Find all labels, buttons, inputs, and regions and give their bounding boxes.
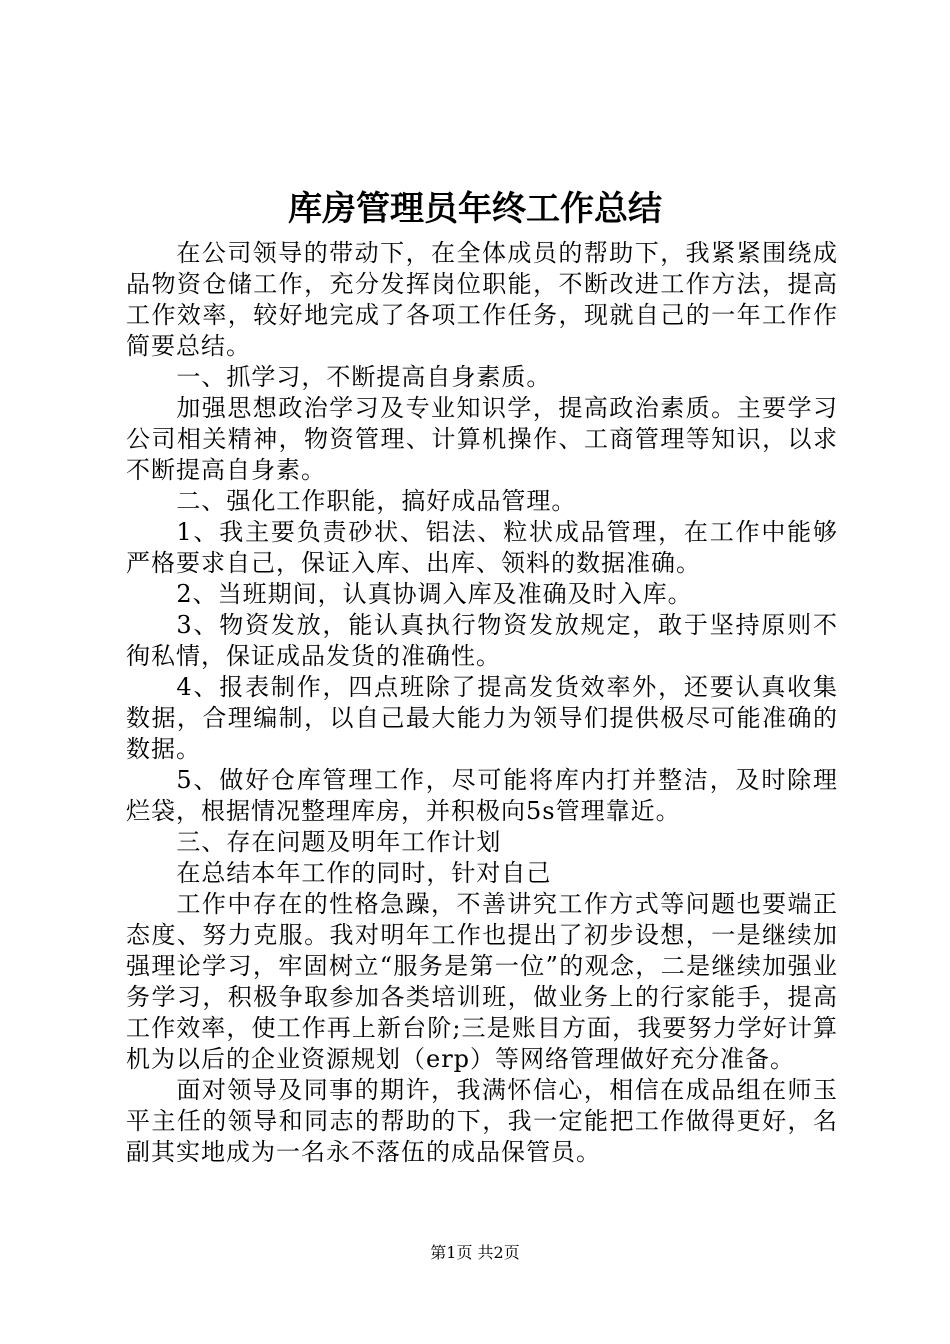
paragraph-closing: 面对领导及同事的期许，我满怀信心，相信在成品组在师玉平主任的领导和同志的帮助的下，我一定能把工作做得更好，名副其实地成为一名永不落伍的成品保管员。 [126,1076,838,1166]
section-heading-1: 一、抓学习，不断提高自身素质。 [176,363,552,391]
paragraph-intro: 在公司领导的带动下，在全体成员的帮助下，我紧紧围绕成品物资仓储工作，充分发挥岗位职能，不断改进工作方法，提高工作效率，较好地完成了各项工作任务，现就自己的一年工作作简要总结。 [126,239,838,360]
list-item-2: 2、当班期间，认真协调入库及准确及时入库。 [176,580,693,608]
paragraph-study: 加强思想政治学习及专业知识学，提高政治素质。主要学习公司相关精神，物资管理、计算机操作、工商管理等知识，以求不断提高自身素。 [126,394,838,484]
page-footer: 第1页 共2页 [430,1243,520,1262]
document-title: 库房管理员年终工作总结 [288,189,662,229]
document-body [126,238,838,1168]
section-heading-2: 二、强化工作职能，搞好成品管理。 [176,487,577,515]
paragraph-summary-lead: 在总结本年工作的同时，针对自己 [176,859,552,887]
list-item-4: 4、报表制作，四点班除了提高发货效率外，还要认真收集数据，合理编制，以自己最大能力为领导们提供极尽可能准确的数据。 [126,673,838,763]
list-item-5: 5、做好仓库管理工作，尽可能将库内打并整洁，及时除理烂袋，根据情况整理库房，并积极向5s管理靠近。 [126,766,838,825]
paragraph-plan: 工作中存在的性格急躁，不善讲究工作方式等问题也要端正态度、努力克服。我对明年工作也提出了初步设想，一是继续加强理论学习，牢固树立“服务是第一位”的观念，二是继续加强业务学习，积极争取参加各类培训班，做业务上的行家能手，提高工作效率，使工作再上新台阶;三是账目方面，我要努力学好计算机为以后的企业资源规划（erp）等网络管理做好充分准备。 [126,890,838,1073]
list-item-3: 3、物资发放，能认真执行物资发放规定，敢于坚持原则不徇私情，保证成品发货的准确性。 [126,611,838,670]
section-heading-3: 三、存在问题及明年工作计划 [176,828,502,856]
list-item-1: 1、我主要负责砂状、铝法、粒状成品管理，在工作中能够严格要求自己，保证入库、出库、领料的数据准确。 [126,518,838,577]
